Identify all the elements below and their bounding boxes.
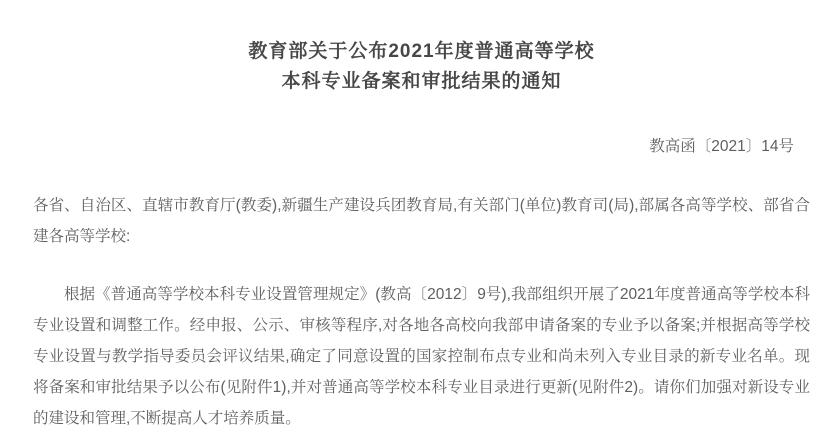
document-title-line2: 本科专业备案和审批结果的通知 <box>281 71 562 92</box>
document-title-line1: 教育部关于公布2021年度普通高等学校 <box>248 41 595 62</box>
salutation: 各省、自治区、直辖市教育厅(教委),新疆生产建设兵团教育局,有关部门(单位)教育司(局),部属各高等学校、部省合建各高等学校: <box>33 197 810 245</box>
document-number: 教高函〔2021〕14号 <box>649 138 794 155</box>
body-paragraph: 根据《普通高等学校本科专业设置管理规定》(教高〔2012〕9号),我部组织开展了2021年度普通高等学校本科专业设置和调整工作。经申报、公示、审核等程序,对各地各高校向我部申请备案的专业予以备案;并根据高等学校专业设置与教学指导委员会评议结果,确定了同意设置的国家控制布点专业和尚未列入专业目录的新专业名单。现将备案和审批结果予以公布(见附件1),并对普通高等学校本科专业目录进行更新(见附件2)。请你们加强对新设专业的建设和管理,不断提高人才培养质量。 <box>33 286 810 427</box>
document-title <box>33 37 810 97</box>
